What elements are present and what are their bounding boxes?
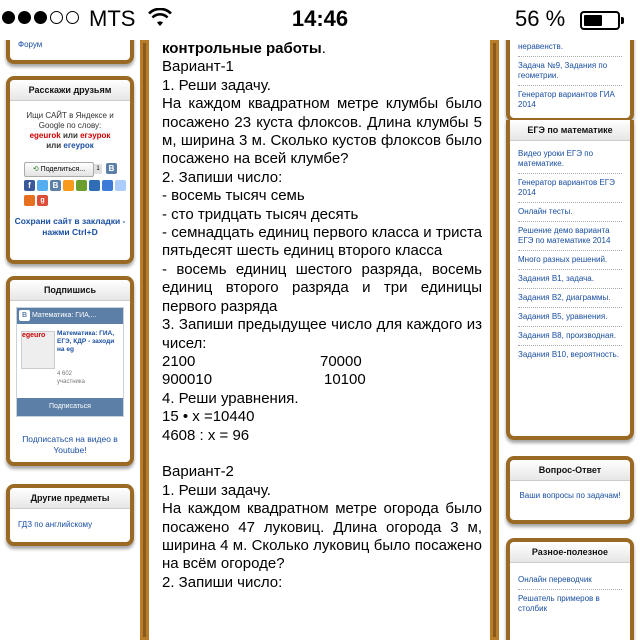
other-subjects-title: Другие предметы <box>10 488 130 509</box>
vk-icon[interactable]: B <box>106 163 117 174</box>
share-title: Расскажи друзьям <box>10 80 130 101</box>
v1-task3-row <box>162 371 482 389</box>
share-button-label: Поделиться... <box>40 166 86 173</box>
social-icons-row-2 <box>24 195 48 206</box>
sidebar-link[interactable]: Задания B8, производная. <box>518 327 622 346</box>
sidebar-link[interactable]: Задания B1, задача. <box>518 270 622 289</box>
v1-task3-row <box>162 353 482 371</box>
variant2-title: Вариант-2 <box>162 463 234 481</box>
bookmark-hint: Сохрани сайт в закладки - нажми Ctrl+D <box>14 216 126 237</box>
vk-widget <box>16 307 124 417</box>
vk-widget-header <box>17 308 123 324</box>
mail-icon[interactable] <box>76 180 87 191</box>
social-icons-row <box>24 180 126 191</box>
vk-share-icon[interactable]: B <box>50 180 61 191</box>
sidebar-link[interactable]: неравенств. <box>518 38 622 57</box>
v1-task2-item: - сто тридцать тысяч десять <box>162 205 359 223</box>
vk-group-title[interactable]: Математика: ГИА, ЕГЭ, КДР - заходи на eg <box>57 330 115 353</box>
number-cell: 10100 <box>324 371 366 389</box>
sidebar-link[interactable]: Задания B5, уравнения. <box>518 308 622 327</box>
group-avatar[interactable] <box>21 331 55 369</box>
article-content <box>162 40 482 592</box>
share-widget <box>6 76 134 264</box>
keyword-egeurok-mixed: егeурок <box>63 141 94 150</box>
v1-task2-item: - восемь тысяч семь <box>162 187 305 205</box>
members-number: 4 602 <box>57 371 73 377</box>
youtube-link[interactable]: Подписаться на видео в Youtube! <box>22 434 118 455</box>
spacer <box>162 445 482 463</box>
v1-task1-text: На каждом квадратном метре клумбы было посажено 23 куста флоксов. Длина клумбы 5 м, ширина 3 м. Сколько кустов флоксов было посажено на всей клумбе? <box>162 95 482 168</box>
facebook-icon[interactable]: f <box>24 180 35 191</box>
vk-group-name: Математика: ГИА,... <box>31 312 97 319</box>
battery-tip <box>621 17 624 24</box>
sidebar-link[interactable]: Генератор вариантов ЕГЭ 2014 <box>518 174 622 203</box>
qa-widget <box>506 456 634 524</box>
english-gdz-link[interactable]: ГДЗ по английскому <box>18 520 93 529</box>
forum-link[interactable]: Форум <box>18 40 43 49</box>
subscribe-widget <box>6 276 134 466</box>
sidebar-link[interactable]: Задача №9, Задания по геометрии. <box>518 57 622 86</box>
variant1-title: Вариант-1 <box>162 58 234 76</box>
v1-equation: 15 • x =10440 <box>162 408 255 426</box>
sidebar-link[interactable]: Решатель примеров в столбик <box>518 594 600 613</box>
v1-task4-title: 4. Реши уравнения. <box>162 389 299 407</box>
qa-title: Вопрос-Ответ <box>510 460 630 481</box>
or-text: или <box>62 131 78 140</box>
group-avatar-logo: egeuro <box>22 332 46 339</box>
v2-task1-title: 1. Реши задачу. <box>162 481 271 499</box>
content-right-border <box>490 40 499 640</box>
number-cell: 2100 <box>162 352 196 370</box>
qa-link[interactable]: Ваши вопросы по задачам! <box>519 491 621 500</box>
useful-title: Разное-полезное <box>510 542 630 563</box>
v2-task1-text: На каждом квадратном метре огорода было посажено 47 луковиц. Длина огорода 3 м, ширина 4 м. Сколько луковиц было посажено на всём огороде? <box>162 500 482 573</box>
clock: 14:46 <box>291 6 349 31</box>
content-left-border <box>140 40 149 640</box>
v1-task2-item: - семнадцать единиц первого класса и триста пятьдесят шесть единиц второго класса <box>162 224 482 260</box>
sidebar-link[interactable]: Решение демо варианта ЕГЭ по математике 2014 <box>518 222 622 251</box>
members-count <box>57 370 85 386</box>
rss-icon[interactable] <box>24 195 35 206</box>
sidebar-link[interactable]: Генератор вариантов ГИА 2014 <box>518 90 615 109</box>
subscribe-title: Подпишись <box>10 280 130 301</box>
v1-task2-title: 2. Запиши число: <box>162 168 283 186</box>
ege-widget <box>506 120 634 440</box>
vk-subscribe-button[interactable]: Подписаться <box>17 398 123 416</box>
number-cell: 70000 <box>320 352 362 370</box>
v1-task2-item: - восемь единиц шестого разряда, восемь единиц второго разряда и три единицы первого разряда <box>162 260 482 315</box>
keyword-egeurok: egeurok <box>29 131 61 140</box>
odnoklassniki-icon[interactable] <box>63 180 74 191</box>
battery-percent: 56 % <box>515 6 566 31</box>
v1-task3-title: 3. Запиши предыдущее число для каждого из чисел: <box>162 316 482 352</box>
keyword-egeurok-ru: егэурок <box>80 131 111 140</box>
sidebar-link[interactable]: Видео уроки ЕГЭ по математике. <box>518 145 622 174</box>
sidebar-link[interactable]: Задания B2, диаграммы. <box>518 289 622 308</box>
share-count-icon: 1 <box>94 164 102 174</box>
number-cell: 900010 <box>162 371 213 389</box>
blog-icon[interactable] <box>115 180 126 191</box>
status-bar <box>0 0 640 40</box>
share-button[interactable]: ⟲ Поделиться... <box>24 162 94 177</box>
moimir-icon[interactable] <box>102 180 113 191</box>
heading-text: контрольные работы <box>162 40 322 57</box>
or-text-2: или <box>46 141 62 150</box>
share-text: Ищи САЙТ в Яндексе и Google по слову: <box>26 111 114 130</box>
heading-dot: . <box>321 40 326 57</box>
google-plus-icon[interactable]: g <box>37 195 48 206</box>
other-subjects-widget <box>6 484 134 546</box>
twitter-icon[interactable] <box>37 180 48 191</box>
sidebar-link[interactable]: Онлайн тесты. <box>518 203 622 222</box>
members-label: участника <box>57 379 85 385</box>
liveinternet-icon[interactable] <box>89 180 100 191</box>
battery-icon <box>580 11 620 30</box>
v1-equation: 4608 : x = 96 <box>162 426 250 444</box>
sidebar-link[interactable]: Много разных решений. <box>518 251 622 270</box>
vk-logo-icon: B <box>19 310 30 321</box>
heading <box>162 40 482 58</box>
ege-title: ЕГЭ по математике <box>510 120 630 141</box>
carrier-name: MTS <box>89 6 136 31</box>
v1-task1-title: 1. Реши задачу. <box>162 76 271 94</box>
sidebar-link[interactable]: Онлайн переводчик <box>518 571 622 590</box>
v2-task2-title: 2. Запиши число: <box>162 573 283 591</box>
sidebar-link[interactable]: Задания B10, вероятность. <box>518 350 619 359</box>
useful-widget <box>506 538 634 640</box>
